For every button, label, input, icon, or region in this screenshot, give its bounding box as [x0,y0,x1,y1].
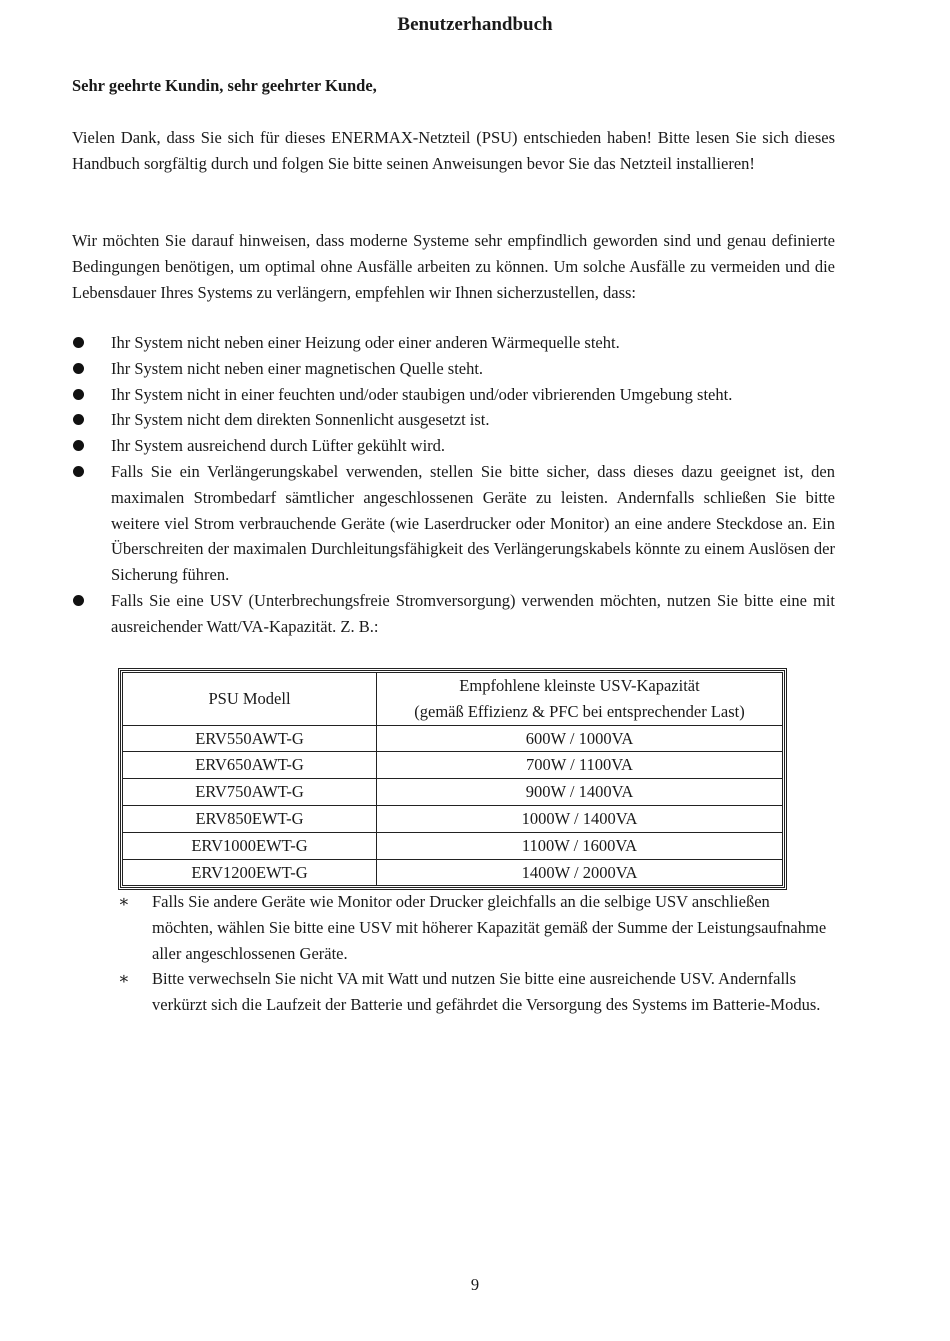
capacity-cell: 900W / 1400VA [377,779,783,806]
model-cell: ERV1200EWT-G [123,859,377,886]
header-ups-capacity-line2: (gemäß Effizienz & PFC bei entsprechender Last) [414,701,745,721]
list-item [72,407,835,433]
page-title: Benutzerhandbuch [397,14,553,35]
asterisk-icon: ∗ [118,892,130,911]
model-cell: ERV750AWT-G [123,779,377,806]
bullet-icon [73,414,84,425]
ups-capacity-table-frame [118,668,787,890]
list-item-text: Falls Sie eine USV (Unterbrechungsfreie Stromversorgung) verwenden möchten, nutzen Sie bitte eine mit ausreichender Watt/VA-Kapazität. Z. B.: [111,590,835,636]
bullet-icon [73,595,84,606]
list-item-text: Falls Sie ein Verlängerungskabel verwenden, stellen Sie bitte sicher, dass dieses dazu geeignet ist, den maximalen Strombedarf sämtlicher angeschlossenen Geräte zu leisten. Andernfalls schließen Sie bitte weitere viel Strom verbrauchende Geräte (wie Laserdrucker oder Monitor) an eine andere Steckdose an. Ein Überschreiten der maximalen Durchleitungsfähigkeit des Verlängerungskabels könnte zu einem Auslösen der Sicherung führen. [111,461,835,585]
ups-capacity-table [122,672,783,886]
list-item-text: Ihr System ausreichend durch Lüfter gekühlt wird. [111,436,446,456]
header-psu-model: PSU Modell [123,673,377,726]
bullet-icon [73,466,84,477]
intro-paragraph: Vielen Dank, dass Sie sich für dieses ENERMAX-Netzteil (PSU) entschieden haben! Bitte lesen Sie sich dieses Handbuch sorgfältig durch und folgen Sie bitte seinen Anweisungen bevor Sie das Netzteil installieren! [72,128,835,173]
table-row [123,725,783,752]
page-number: 9 [470,1275,480,1294]
advice-paragraph: Wir möchten Sie darauf hinweisen, dass moderne Systeme sehr empfindlich geworden sind und genau definierte Bedingungen benötigen, um optimal ohne Ausfälle arbeiten zu können. Um solche Ausfälle zu vermeiden und die Lebensdauer Ihres Systems zu verlängern, empfehlen wir Ihnen sicherzustellen, dass: [72,231,835,302]
table-header-row [123,673,783,726]
capacity-cell: 1000W / 1400VA [377,805,783,832]
list-item-text: Ihr System nicht neben einer Heizung oder einer anderen Wärmequelle steht. [111,333,620,352]
capacity-cell: 1100W / 1600VA [377,832,783,859]
list-item-text: Ihr System nicht in einer feuchten und/oder staubigen und/oder vibrierenden Umgebung steht. [111,384,733,404]
table-row [123,832,783,859]
list-item-text: Ihr System nicht dem direkten Sonnenlicht ausgesetzt ist. [111,410,490,430]
table-row [123,779,783,806]
salutation: Sehr geehrte Kundin, sehr geehrter Kunde, [72,76,377,95]
list-item [72,330,835,356]
footnote-text: Falls Sie andere Geräte wie Monitor oder Drucker gleichfalls an die selbige USV anschließen möchten, wählen Sie bitte eine USV mit höherer Kapazität gemäß der Summe der Leistungsaufnahme aller angeschlossenen Geräte. [152,892,827,963]
requirements-list [72,330,835,640]
capacity-cell: 1400W / 2000VA [377,859,783,886]
footnote-text: Bitte verwechseln Sie nicht VA mit Watt und nutzen Sie bitte eine ausreichende USV. Andernfalls verkürzt sich die Laufzeit der Batterie und gefährdet die Versorgung des Systems im Batterie-Modus. [152,969,821,1015]
model-cell: ERV1000EWT-G [123,832,377,859]
model-cell: ERV850EWT-G [123,805,377,832]
bullet-icon [73,440,84,451]
list-item-text: Ihr System nicht neben einer magnetischen Quelle steht. [111,358,484,378]
header-ups-capacity [377,673,783,726]
footnote [118,966,828,1018]
model-cell: ERV550AWT-G [123,725,377,752]
list-item [72,459,835,588]
capacity-cell: 600W / 1000VA [377,725,783,752]
table-row [123,752,783,779]
bullet-icon [73,389,84,400]
bullet-icon [73,337,84,348]
model-cell: ERV650AWT-G [123,752,377,779]
header-ups-capacity-line1: Empfohlene kleinste USV-Kapazität [459,676,700,695]
list-item [72,588,835,640]
table-row [123,805,783,832]
list-item [72,433,835,459]
footnotes [118,889,828,1018]
capacity-cell: 700W / 1100VA [377,752,783,779]
list-item [72,382,835,408]
table-row [123,859,783,886]
asterisk-icon: ∗ [118,969,130,989]
bullet-icon [73,363,84,374]
footnote [118,889,828,966]
list-item [72,356,835,382]
